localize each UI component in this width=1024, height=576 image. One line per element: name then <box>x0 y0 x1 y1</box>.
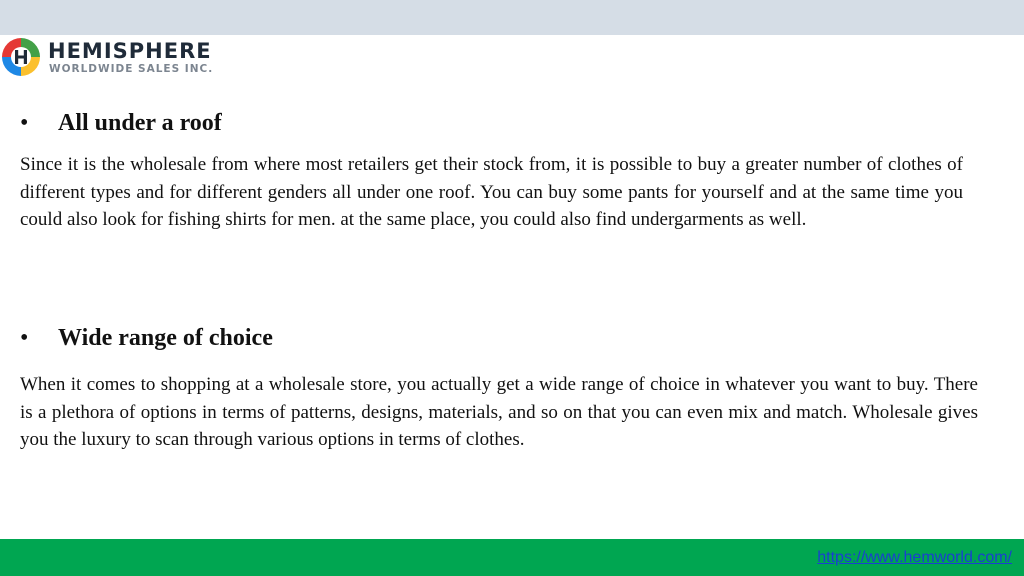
hemisphere-logo-icon <box>0 36 42 78</box>
bullet: • <box>20 325 29 351</box>
heading-text: All under a roof <box>58 110 222 136</box>
website-link[interactable]: https://www.hemworld.com/ <box>817 549 1012 566</box>
section-body-roof: Since it is the wholesale from where most retailers get their stock from, it is possible to buy a greater number of clothes of different types and for different genders all under one roof. You can buy some pants for yourself and at the same time you could also look for fishing shirts for men. at the same place, you could also find undergarments as well. <box>20 154 963 230</box>
logo-tagline: WORLDWIDE SALES INC. <box>49 63 214 75</box>
bullet: • <box>20 110 29 136</box>
footer-bar <box>0 539 1024 576</box>
heading-text: Wide range of choice <box>58 325 273 351</box>
top-bar <box>0 0 1024 35</box>
section-heading-choice <box>20 323 980 353</box>
company-logo <box>0 36 230 80</box>
section-heading-roof <box>20 108 980 138</box>
section-body-choice: When it comes to shopping at a wholesale store, you actually get a wide range of choice in whatever you want to buy. There is a plethora of options in terms of patterns, designs, materials, and so on that you can even mix and match. Wholesale gives you the luxury to scan through various options in terms of clothes. <box>20 374 978 450</box>
logo-name: HEMISPHERE <box>48 39 212 63</box>
